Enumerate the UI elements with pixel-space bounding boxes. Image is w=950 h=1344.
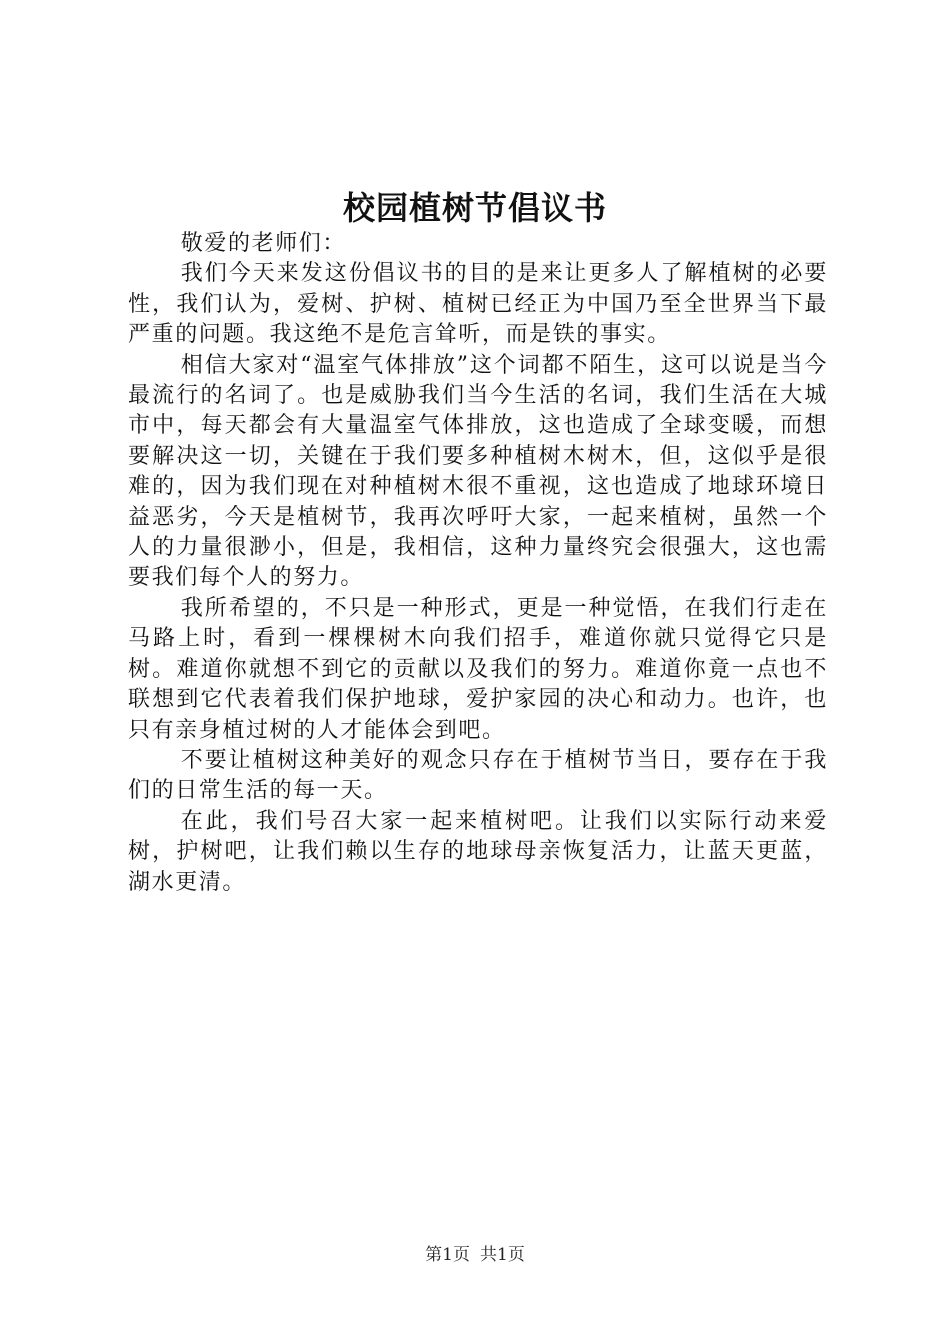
page-footer (0, 1243, 950, 1267)
document-body (128, 229, 828, 898)
page-number: 第1页 (425, 1245, 470, 1265)
paragraph-1: 我们今天来发这份倡议书的目的是来让更多人了解植树的必要性，我们认为，爱树、护树、植树已经正为中国乃至全世界当下最严重的问题。我这绝不是危言耸听，而是铁的事实。 (128, 261, 828, 348)
page-count: 共1页 (480, 1245, 525, 1265)
paragraph-4: 不要让植树这种美好的观念只存在于植树节当日，要存在于我们的日常生活的每一天。 (128, 747, 828, 804)
paragraph-5: 在此，我们号召大家一起来植树吧。让我们以实际行动来爱树，护树吧，让我们赖以生存的地球母亲恢复活力，让蓝天更蓝，湖水更清。 (128, 808, 828, 895)
paragraph-2: 相信大家对“温室气体排放”这个词都不陌生，这可以说是当今最流行的名词了。也是威胁我们当今生活的名词，我们生活在大城市中，每天都会有大量温室气体排放，这也造成了全球变暖，而想要解决这一切，关键在于我们要多种植树木树木，但，这似乎是很难的，因为我们现在对种植树木很不重视，这也造成了地球环境日益恶劣，今天是植树节，我再次呼吁大家，一起来植树，虽然一个人的力量很渺小，但是，我相信，这种力量终究会很强大，这也需要我们每个人的努力。 (128, 352, 828, 591)
document-title: 校园植树节倡议书 (342, 189, 607, 227)
greeting: 敬爱的老师们： (180, 231, 346, 256)
paragraph-3: 我所希望的，不只是一种形式，更是一种觉悟，在我们行走在马路上时，看到一棵棵树木向我们招手，难道你就只觉得它只是树。难道你就想不到它的贡献以及我们的努力。难道你竟一点也不联想到它代表着我们保护地球，爱护家园的决心和动力。也许，也只有亲身植过树的人才能体会到吧。 (128, 595, 828, 743)
